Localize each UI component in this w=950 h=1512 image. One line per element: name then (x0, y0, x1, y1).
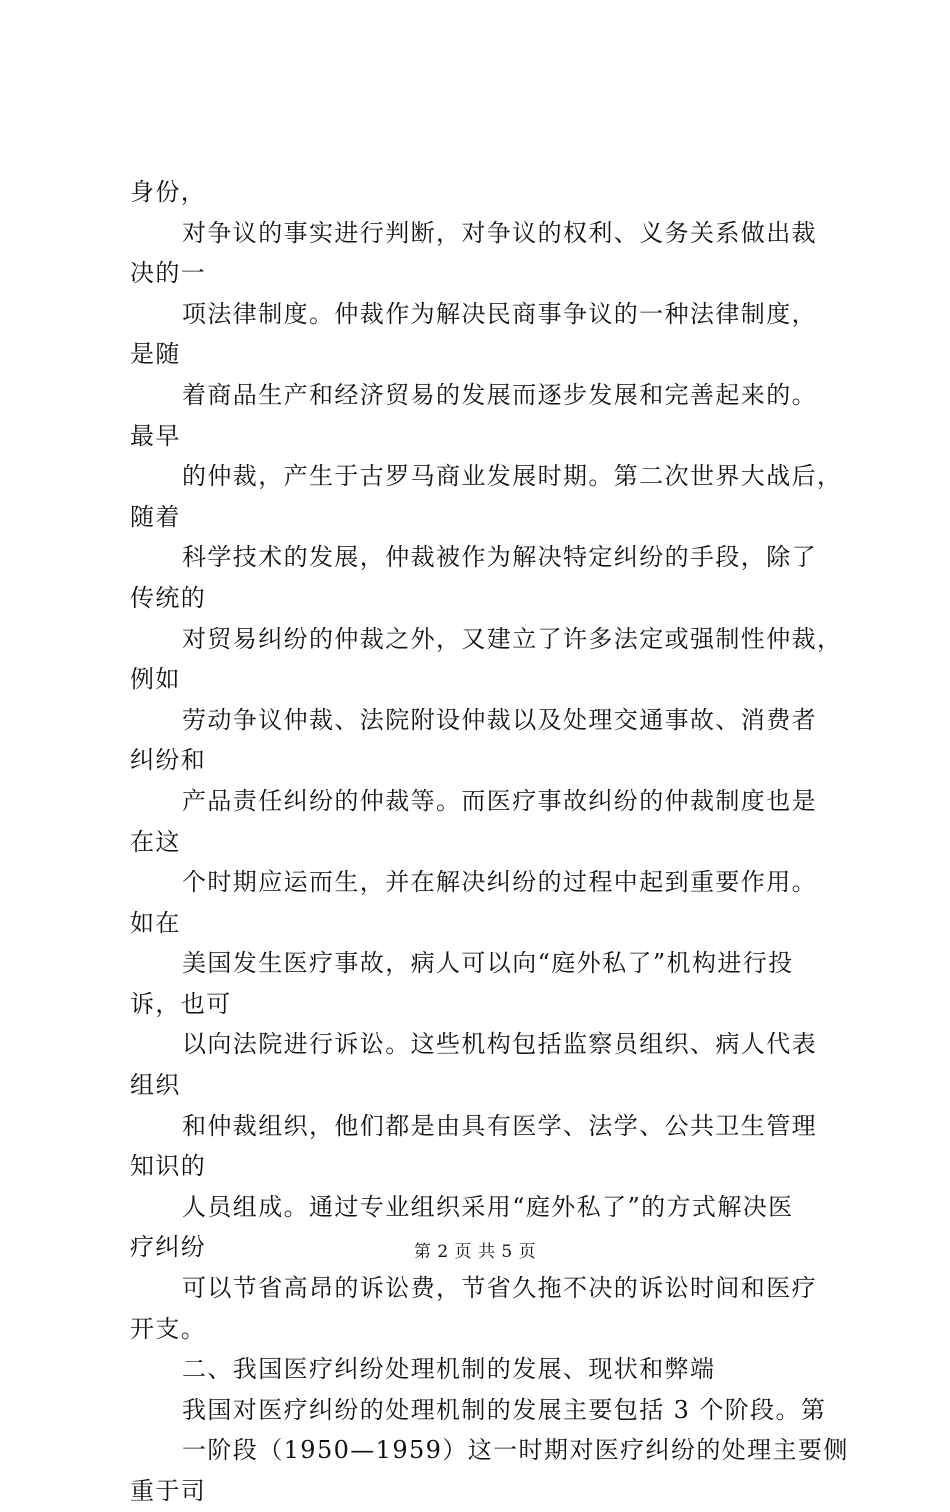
text-line: 产品责任纠纷的仲裁等。而医疗事故纠纷的仲裁制度也是 (182, 786, 817, 815)
text-line: 二、我国医疗纠纷处理机制的发展、现状和弊端 (182, 1355, 716, 1384)
text-line: 可以节省高昂的诉讼费，节省久拖不决的诉讼时间和医疗 (182, 1274, 817, 1303)
text-line: 个时期应运而生，并在解决纠纷的过程中起到重要作用。 (182, 868, 817, 897)
text-line: 是随 (130, 340, 181, 369)
page-footer: 第 2 页 共 5 页 (413, 1242, 537, 1262)
text-line: 对贸易纠纷的仲裁之外，又建立了许多法定或强制性仲裁， (182, 624, 843, 653)
text-line: 纠纷和 (130, 746, 207, 775)
text-line: 我国对医疗纠纷的处理机制的发展主要包括 3 个阶段。第 (182, 1395, 827, 1424)
text-line: 劳动争议仲裁、法院附设仲裁以及处理交通事故、消费者 (182, 705, 817, 734)
text-line: 的仲裁，产生于古罗马商业发展时期。第二次世界大战后， (182, 462, 843, 491)
text-line: 项法律制度。仲裁作为解决民商事争议的一种法律制度， (182, 299, 817, 328)
text-line: 最早 (130, 421, 181, 450)
text-line: 重于司 (130, 1477, 207, 1505)
text-line: 例如 (130, 665, 181, 694)
text-line: 决的一 (130, 259, 207, 288)
text-line: 开支。 (130, 1314, 207, 1343)
text-line: 诉，也可 (130, 989, 232, 1018)
text-line: 身份， (130, 178, 207, 206)
text-line: 人员组成。通过专业组织采用“庭外私了”的方式解决医 (182, 1192, 794, 1221)
text-line: 科学技术的发展，仲裁被作为解决特定纠纷的手段，除了 (182, 543, 817, 572)
text-line: 对争议的事实进行判断，对争议的权利、义务关系做出裁 (182, 218, 817, 247)
text-line: 随着 (130, 502, 181, 531)
text-line: 美国发生医疗事故，病人可以向“庭外私了”机构进行投 (182, 949, 794, 978)
document-body (130, 172, 850, 1512)
text-line: 组织 (130, 1071, 181, 1100)
text-line: 以向法院进行诉讼。这些机构包括监察员组织、病人代表 (182, 1030, 817, 1059)
text-line: 如在 (130, 908, 181, 937)
text-line: 疗纠纷 (130, 1233, 207, 1262)
text-line: 和仲裁组织，他们都是由具有医学、法学、公共卫生管理 (182, 1111, 817, 1140)
text-line: 着商品生产和经济贸易的发展而逐步发展和完善起来的。 (182, 380, 817, 409)
text-line: 在这 (130, 827, 181, 856)
text-line: 传统的 (130, 583, 207, 612)
text-line: 一阶段（1950—1959）这一时期对医疗纠纷的处理主要侧 (182, 1436, 849, 1465)
text-line: 知识的 (130, 1152, 207, 1181)
